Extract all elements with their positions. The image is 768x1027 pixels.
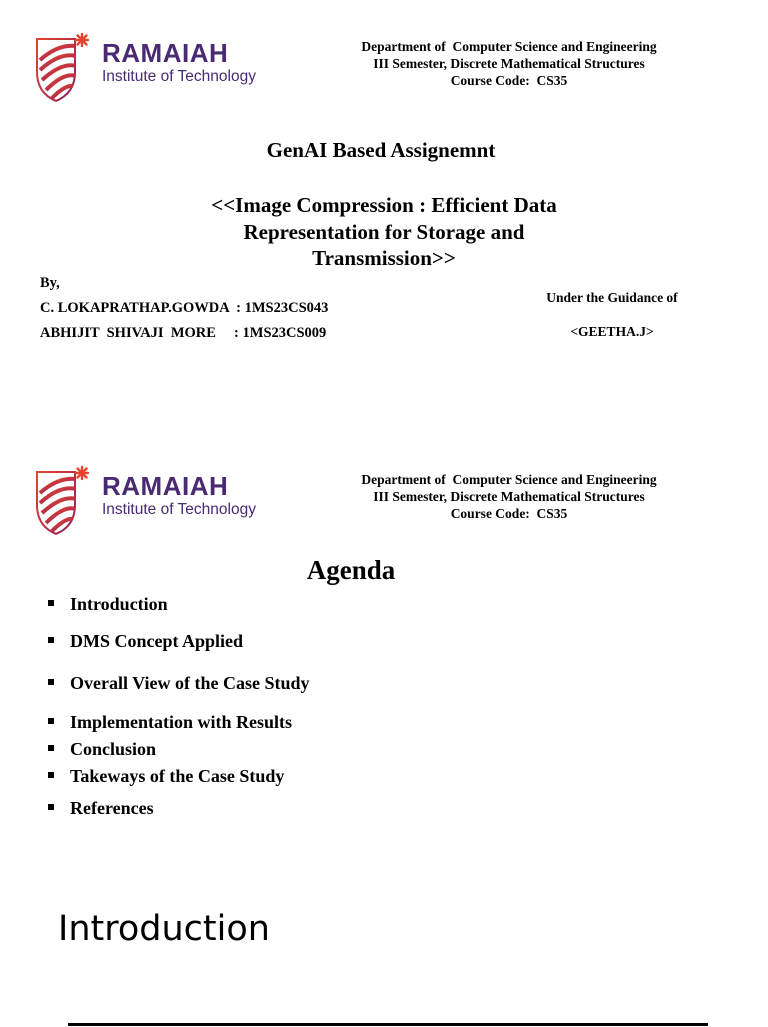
- agenda-title: Agenda: [306, 555, 396, 585]
- semester-line: III Semester, Discrete Mathematical Structures: [373, 489, 645, 504]
- logo-subtitle: Institute of Technology: [102, 501, 256, 518]
- agenda-item-label: Conclusion: [70, 739, 157, 759]
- ramaiah-emblem-icon: [32, 32, 94, 104]
- course-code-line: Course Code: CS35: [450, 506, 568, 521]
- square-bullet-icon: [48, 772, 54, 778]
- square-bullet-icon: [48, 745, 54, 751]
- student-entry: C. LOKAPRATHAP.GOWDA : 1MS23CS043: [40, 300, 329, 316]
- logo-subtitle: Institute of Technology: [102, 68, 256, 85]
- agenda-slide: [0, 433, 768, 873]
- agenda-item-label: Introduction: [70, 594, 168, 614]
- ramaiah-logo: [32, 465, 282, 537]
- square-bullet-icon: [48, 804, 54, 810]
- assignment-heading: GenAI Based Assignemnt: [266, 138, 496, 162]
- agenda-item-label: References: [70, 798, 154, 818]
- ramaiah-logo: [32, 32, 282, 104]
- square-bullet-icon: [48, 600, 54, 606]
- topic-line: Transmission>>: [312, 246, 456, 270]
- agenda-item-label: Takeways of the Case Study: [70, 766, 285, 786]
- department-info: [330, 38, 688, 89]
- department-line: Department of Computer Science and Engineering: [361, 39, 657, 54]
- assignment-topic: [180, 192, 588, 272]
- square-bullet-icon: [48, 679, 54, 685]
- logo-name: RAMAIAH: [102, 38, 229, 68]
- topic-line: <<Image Compression : Efficient Data: [211, 193, 557, 217]
- square-bullet-icon: [48, 637, 54, 643]
- logo-name: RAMAIAH: [102, 471, 229, 501]
- agenda-item-label: DMS Concept Applied: [70, 631, 244, 651]
- introduction-slide: [0, 873, 768, 1024]
- semester-line: III Semester, Discrete Mathematical Structures: [373, 56, 645, 71]
- ramaiah-emblem-icon: [32, 465, 94, 537]
- department-info: [330, 471, 688, 522]
- introduction-title: Introduction: [58, 909, 270, 949]
- guidance-label: Under the Guidance of: [546, 290, 678, 305]
- agenda-item-label: Implementation with Results: [70, 712, 293, 732]
- cut-off-text-line: [68, 1017, 708, 1027]
- square-bullet-icon: [48, 718, 54, 724]
- course-code-line: Course Code: CS35: [450, 73, 568, 88]
- agenda-item-label: Overall View of the Case Study: [70, 673, 310, 693]
- by-label: By,: [40, 275, 60, 291]
- title-slide: [0, 0, 768, 430]
- department-line: Department of Computer Science and Engineering: [361, 472, 657, 487]
- topic-line: Representation for Storage and: [243, 219, 525, 244]
- guide-name: <GEETHA.J>: [570, 324, 654, 339]
- student-entry: ABHIJIT SHIVAJI MORE : 1MS23CS009: [40, 325, 327, 341]
